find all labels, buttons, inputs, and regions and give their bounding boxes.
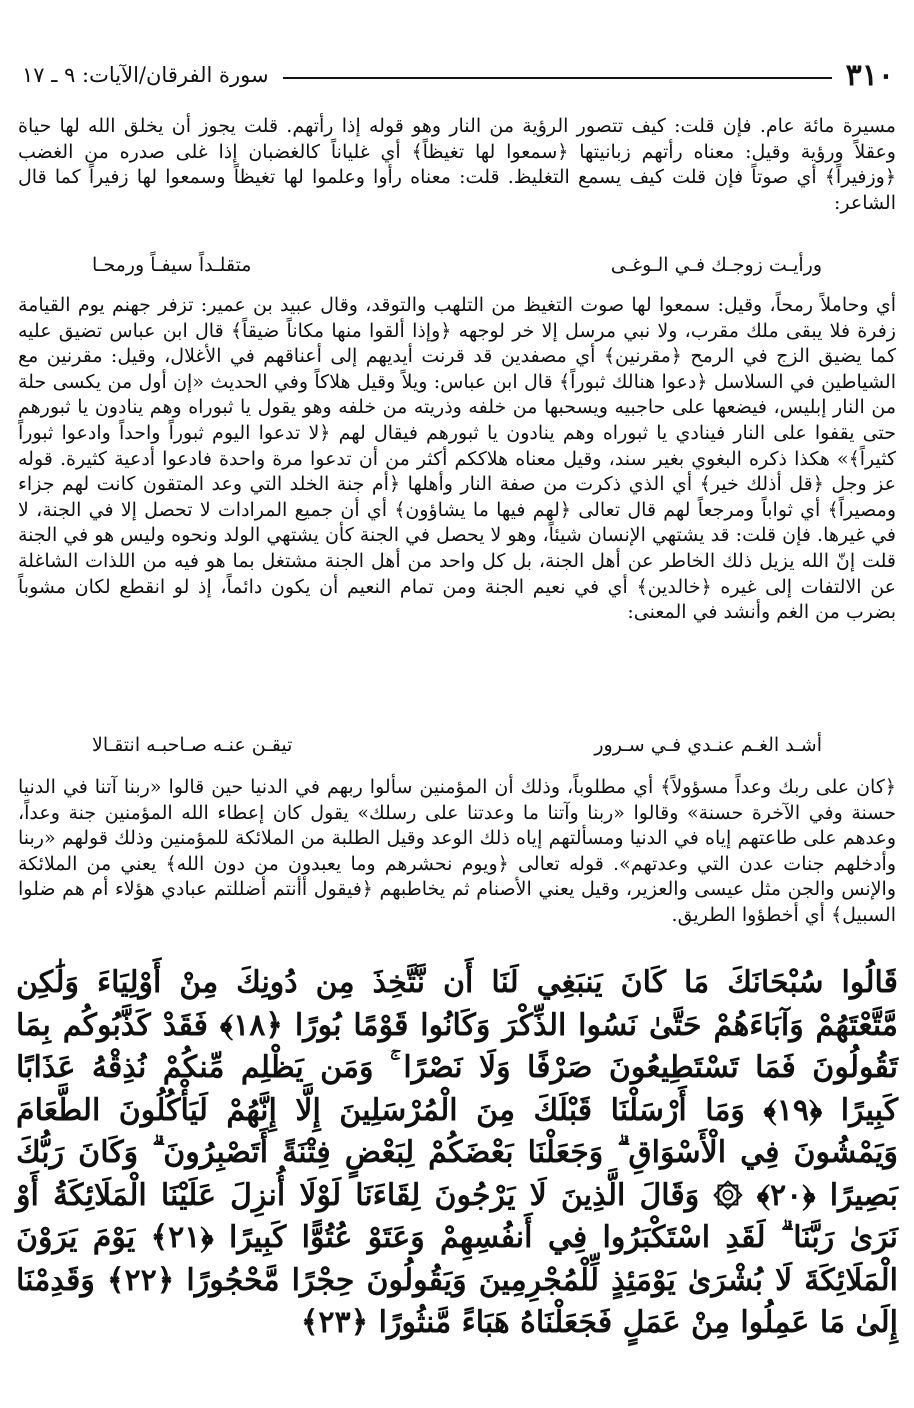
page-header — [22, 58, 894, 92]
poem-1-hemistich-right: ورأيـت زوجـك فـي الـوغـى — [610, 254, 822, 276]
chapter-title: سورة الفرقان/الآيات: ٩ ـ ١٧ — [22, 63, 269, 87]
commentary-paragraph-3: ﴿كان على ربك وعداً مسؤولاً﴾ أي مطلوباً، وذلك أن المؤمنين سألوا ربهم في الدنيا حين قالوا «ربنا آتنا في الدنيا حسنة وفي الآخرة حسنة» وقالوا «ربنا وآتنا ما وعدتنا على رسلك» يقول كان إعطاء الله المؤمنين جنة وعداً، وعدهم على طاعتهم إياه في الدنيا ومسألتهم إياه ذلك الوعد وقيل الطلبة من الملائكة للمؤمنين وذلك قولهم «ربنا وأدخلهم جنات عدن التي وعدتهم». قوله تعالى ﴿ويوم نحشرهم وما يعبدون من دون الله﴾ يعني من الملائكة والإنس والجن مثل عيسى والعزير، وقيل يعني الأصنام ثم يخاطبهم ﴿فيقول أأنتم أضللتم عبادي هؤلاء أم هم ضلوا السبيل﴾ أي أخطؤوا الطريق. — [18, 776, 896, 926]
commentary-paragraph-1: مسيرة مائة عام. فإن قلت: كيف تتصور الرؤية من النار وهو قوله إذا رأتهم. قلت يجوز أن يخلق الله لها حياة وعقلاً ورؤية وقيل: معناه رأتهم زبانيتها ﴿سمعوا لها تغيظاً﴾ أي غلياناً كالغضبان إذا غلى صدره من الغضب ﴿وزفيراً﴾ أي صوتاً فإن قلت كيف يسمع التغليظ. قلت: معناه رأوا وعلموا لها تغيظاً وسمعوا لها زفيراً كما قال الشاعر: — [18, 115, 896, 214]
quran-verses: قَالُوا سُبْحَانَكَ مَا كَانَ يَنبَغِي لَنَا أَن نَّتَّخِذَ مِن دُونِكَ مِنْ أَوْلِيَاءَ وَلَٰكِن مَّتَّعْتَهُمْ وَآبَاءَهُمْ حَتَّىٰ نَسُوا الذِّكْرَ وَكَانُوا قَوْمًا بُورًا ﴿١٨﴾ فَقَدْ كَذَّبُوكُم بِمَا تَقُولُونَ فَمَا تَسْتَطِيعُونَ صَرْفًا وَلَا نَصْرًا ۚ وَمَن يَظْلِم مِّنكُمْ نُذِقْهُ عَذَابًا كَبِيرًا ﴿١٩﴾ وَمَا أَرْسَلْنَا قَبْلَكَ مِنَ الْمُرْسَلِينَ إِلَّا إِنَّهُمْ لَيَأْكُلُونَ الطَّعَامَ وَيَمْشُونَ فِي الْأَسْوَاقِ ۗ وَجَعَلْنَا بَعْضَكُمْ لِبَعْضٍ فِتْنَةً أَتَصْبِرُونَ ۗ وَكَانَ رَبُّكَ بَصِيرًا ﴿٢٠﴾ ۞ وَقَالَ الَّذِينَ لَا يَرْجُونَ لِقَاءَنَا لَوْلَا أُنزِلَ عَلَيْنَا الْمَلَائِكَةُ أَوْ نَرَىٰ رَبَّنَا ۗ لَقَدِ اسْتَكْبَرُوا فِي أَنفُسِهِمْ وَعَتَوْ عُتُوًّا كَبِيرًا ﴿٢١﴾ يَوْمَ يَرَوْنَ الْمَلَائِكَةَ لَا بُشْرَىٰ يَوْمَئِذٍ لِّلْمُجْرِمِينَ وَيَقُولُونَ حِجْرًا مَّحْجُورًا ﴿٢٢﴾ وَقَدِمْنَا إِلَىٰ مَا عَمِلُوا مِنْ عَمَلٍ فَجَعَلْنَاهُ هَبَاءً مَّنثُورًا ﴿٢٣﴾ — [16, 965, 899, 1340]
commentary-paragraph-2: أي وحاملاً رمحاً، وقيل: سمعوا لها صوت التغيظ من التلهب والتوقد، وقال عبيد بن عمير: تزفر جهنم يوم القيامة زفرة فلا يبقى ملك مقرب، ولا نبي مرسل إلا خر لوجهه ﴿وإذا ألقوا منها مكاناً ضيقاً﴾ قال ابن عباس تضيق عليه كما يضيق الزج في الرمح ﴿مقرنين﴾ أي مصفدين قد قرنت أيديهم إلى أعناقهم في الأغلال، وقيل: مقرنين مع الشياطين في السلاسل ﴿دعوا هنالك ثبوراً﴾ قال ابن عباس: ويلاً وقيل هلاكاً وفي الحديث «إن أول من يكسى حلة من النار إبليس، فيضعها على حاجبيه ويسحبها من خلفه وذريته من خلفه وهو يقول يا ثبوراه وهم ينادون يا ثبورهم حتى يقفوا على النار فينادي يا ثبوراه وهم ينادون يا ثبورهم فيقال لهم ﴿لا تدعوا اليوم ثبوراً واحداً وادعوا ثبوراً كثيراً﴾» هكذا ذكره البغوي بغير سند، وقيل معناه هلاككم أكثر من أن تدعوا مرة واحدة فادعوا أدعية كثيرة. قوله عز وجل ﴿قل أذلك خير﴾ أي الذي ذكرت من صفة النار وأهلها ﴿أم جنة الخلد التي وعد المتقون كانت لهم جزاء ومصيراً﴾ أي ثواباً ومرجعاً لهم قال تعالى ﴿لهم فيها ما يشاؤون﴾ أي أن جميع المرادات لا تحصل إلا في الجنة، لا في غيرها. فإن قلت: قد يشتهي الإنسان شيئاً، وهو لا يحصل في الجنة كأن يشتهي الولد ونحوه وليس هو في الجنة قلت إنّ الله يزيل ذلك الخاطر عن أهل الجنة، بل كل واحد من أهل الجنة مشتغل بما هو فيه من اللذات الشاغلة عن الالتفات إلى غيره ﴿خالدين﴾ أي في نعيم الجنة ومن تمام النعيم أن يكون دائماً، إذ لو انقطع لكان مشوباً بضرب من الغم وأنشد في المعنى: — [18, 294, 896, 624]
header-rule — [283, 77, 832, 79]
poem-2-hemistich-left: تيقـن عنـه صـاحبـه انتقـالا — [92, 734, 293, 756]
poem-2-hemistich-right: أشـد الغـم عنـدي فـي سـرور — [594, 734, 822, 756]
page-number: ٣١٠ — [845, 57, 894, 93]
poem-line-1 — [92, 254, 822, 276]
poem-line-2 — [92, 734, 822, 756]
poem-1-hemistich-left: متقلـداً سيفـاً ورمحـا — [92, 254, 252, 276]
